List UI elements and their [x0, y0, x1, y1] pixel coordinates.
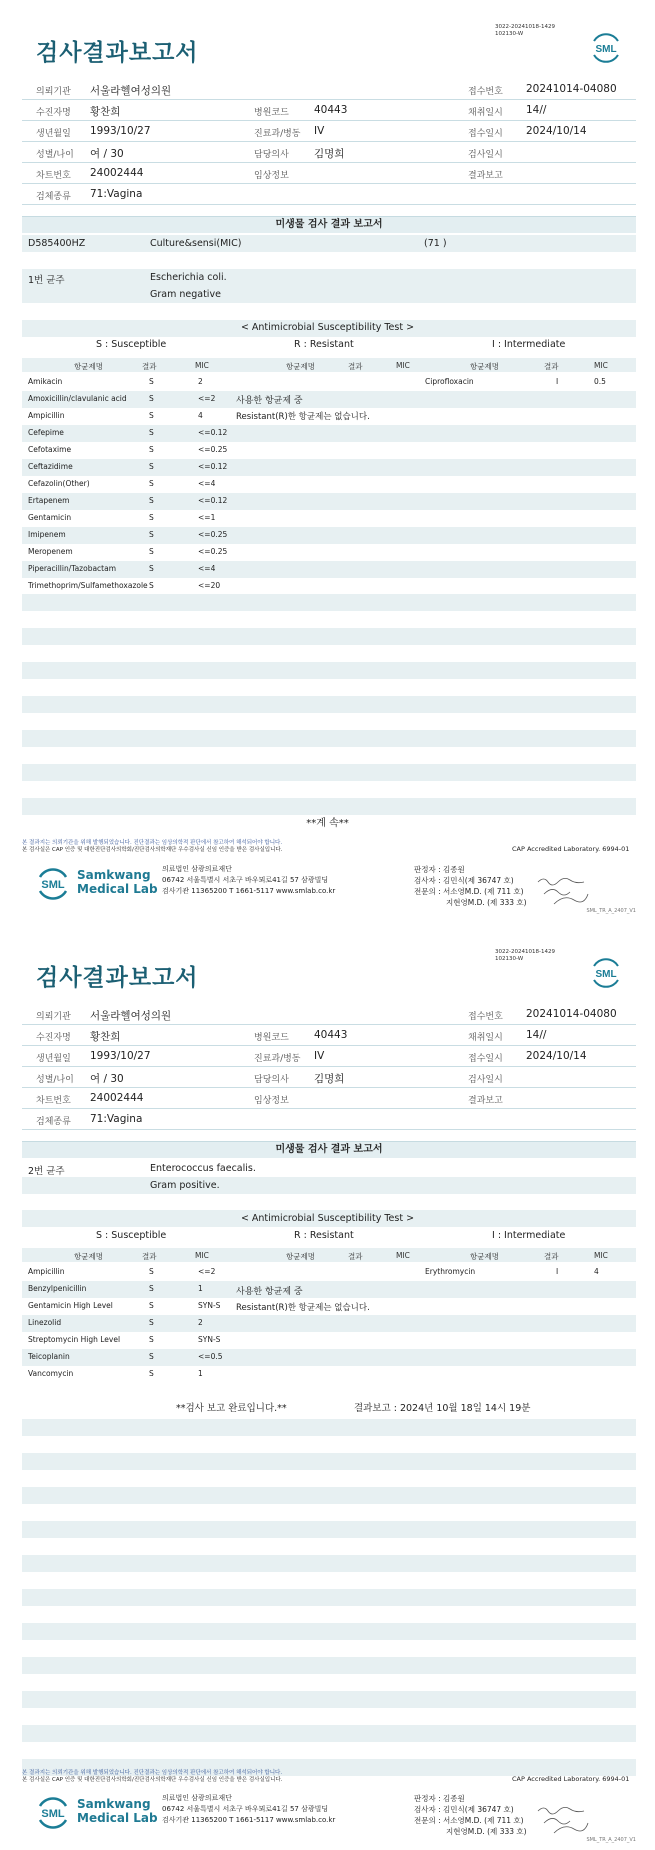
hospital-code-label: 병원코드	[254, 1033, 289, 1043]
drug-result: S	[149, 479, 154, 488]
empty-row-band	[22, 1657, 636, 1674]
empty-row-band	[22, 1691, 636, 1708]
table-row-band	[22, 1349, 636, 1366]
drug-mic: 2	[198, 1318, 203, 1327]
sml-logo-icon	[590, 31, 622, 65]
dept-label: 진료과/병동	[254, 129, 301, 139]
drug-mic: SYN-S	[198, 1301, 221, 1310]
drug-mic: <=1	[198, 513, 216, 522]
signatories: 판정자 : 김종원 검사자 : 김민식(제 36747 호) 전문의 : 서소영M.D. (제 711 호) 지현영M.D. (제 333 호)	[414, 865, 527, 907]
gram-stain: Gram negative	[150, 289, 221, 300]
col-drug: 항균제명	[74, 362, 103, 371]
empty-row-band	[22, 764, 636, 781]
sml-logo-icon	[590, 956, 622, 990]
drug-name: Cefotaxime	[28, 445, 72, 454]
report-title: 검사결과보고서	[36, 965, 199, 991]
drug-result: S	[149, 1284, 154, 1293]
empty-row-band	[22, 1453, 636, 1470]
drug-mic: <=2	[198, 394, 216, 403]
patient-value: 황찬희	[90, 106, 121, 118]
receipt-no-label: 접수번호	[468, 87, 503, 97]
drug-name: Piperacillin/Tazobactam	[28, 564, 117, 573]
company-address: 의료법인 삼광의료재단 06742 서울특별시 서초구 바우뫼로41길 57 삼광빌딩 검사기관 11365200 T 1661-5117 www.smlab.co.kr	[162, 865, 336, 895]
footer	[22, 856, 636, 916]
section-title: 미생물 검사 결과 보고서	[22, 1141, 636, 1158]
col-mic-3: MIC	[594, 361, 608, 370]
collect-date-label: 채취일시	[468, 108, 503, 118]
drug-name: Benzylpenicillin	[28, 1284, 87, 1293]
sex-age-label: 성별/나이	[36, 150, 74, 160]
empty-row-band	[22, 594, 636, 611]
specimen-label: 검체종류	[36, 192, 71, 202]
sml-footer-logo-icon	[36, 866, 70, 902]
drug-name: Streptomycin High Level	[28, 1335, 121, 1344]
receipt-date-value: 2024/10/14	[526, 125, 587, 137]
empty-row-band	[22, 696, 636, 713]
drug-mic: <=0.5	[198, 1352, 223, 1361]
empty-row-band	[22, 1589, 636, 1606]
hospital-code-value: 40443	[314, 1029, 348, 1041]
signature-icon	[534, 874, 594, 910]
col-result-2: 결과	[348, 362, 363, 371]
empty-row-band	[22, 730, 636, 747]
patient-label: 수진자명	[36, 108, 71, 118]
drug-result: S	[149, 411, 154, 420]
organism-name: Escherichia coli.	[150, 272, 227, 283]
patient-label: 수진자명	[36, 1033, 71, 1043]
institution-label: 의뢰기관	[36, 87, 71, 97]
test-code: D585400HZ	[28, 238, 86, 249]
section-title: 미생물 검사 결과 보고서	[22, 216, 636, 233]
resistance-note-2: Resistant(R)한 항균제는 없습니다.	[236, 1303, 370, 1313]
legend-susceptible: S : Susceptible	[96, 339, 167, 350]
report-page-2	[0, 925, 655, 1850]
col-mic: MIC	[195, 361, 209, 370]
drug-result: S	[149, 564, 154, 573]
col-drug-2: 항균제명	[286, 362, 315, 371]
institution-value: 서울라헬여성의원	[90, 1010, 172, 1022]
drug-mic: <=0.25	[198, 530, 228, 539]
drug-name: Meropenem	[28, 547, 73, 556]
footer-notice-2: 본 검사실은 CAP 인증 및 대한진단검사의학회/진단검사의학재단 우수검사실 신임 인증을 받은 검사실입니다.	[22, 1777, 283, 1783]
empty-row-band	[22, 662, 636, 679]
col-mic-2: MIC	[396, 361, 410, 370]
empty-row-band	[22, 1623, 636, 1640]
organism-name: Enterococcus faecalis.	[150, 1163, 256, 1174]
drug-result: S	[149, 1267, 154, 1276]
footer-notice-2: 본 검사실은 CAP 인증 및 대한진단검사의학회/진단검사의학재단 우수검사실 신임 인증을 받은 검사실입니다.	[22, 847, 283, 853]
drug-mic: <=0.12	[198, 496, 228, 505]
empty-row-band	[22, 1419, 636, 1436]
patient-value: 황찬희	[90, 1031, 121, 1043]
drug-result: S	[149, 496, 154, 505]
drug-mic: <=2	[198, 1267, 216, 1276]
drug-name: Ampicillin	[28, 1267, 65, 1276]
form-code: SML_TR_A_2407_V1	[586, 1837, 636, 1843]
company-name: Samkwang Medical Lab	[77, 1797, 158, 1825]
result-report-label: 결과보고	[468, 171, 503, 181]
right-drug-name: Ciprofloxacin	[425, 377, 474, 386]
cap-accreditation: CAP Accredited Laboratory. 6994-01	[512, 1775, 630, 1783]
doctor-value: 김명희	[314, 148, 345, 160]
legend-intermediate: I : Intermediate	[492, 339, 566, 350]
drug-name: Teicoplanin	[28, 1352, 70, 1361]
table-row-band	[22, 425, 636, 442]
footer-notice-1: 본 결과지는 의뢰기관을 위해 발행되었습니다. 진단결과는 임상의학적 판단에서 참고하여 해석되어야 합니다.	[22, 840, 283, 846]
drug-result: S	[149, 1352, 154, 1361]
empty-row-band	[22, 798, 636, 815]
table-row-band	[22, 493, 636, 510]
col-mic-3: MIC	[594, 1251, 608, 1260]
empty-row-band	[22, 628, 636, 645]
drug-result: S	[149, 581, 154, 590]
col-drug-2: 항균제명	[286, 1252, 315, 1261]
dept-value: IV	[314, 125, 325, 137]
organism-label: 2번 균주	[28, 1166, 65, 1177]
drug-result: S	[149, 445, 154, 454]
specimen-label: 검체종류	[36, 1117, 71, 1127]
drug-result: S	[149, 530, 154, 539]
dob-value: 1993/10/27	[90, 125, 151, 137]
drug-mic: <=0.25	[198, 445, 228, 454]
drug-result: S	[149, 1301, 154, 1310]
document-id: 3022-20241018-1429 102130-W	[495, 24, 555, 37]
table-row-band	[22, 459, 636, 476]
legend-intermediate: I : Intermediate	[492, 1230, 566, 1241]
resistance-note-1: 사용한 항균제 중	[236, 1287, 303, 1297]
drug-name: Amoxicillin/clavulanic acid	[28, 394, 127, 403]
continued-marker: **계 속**	[306, 818, 349, 829]
drug-result: S	[149, 547, 154, 556]
legend-susceptible: S : Susceptible	[96, 1230, 167, 1241]
specimen-value: 71:Vagina	[90, 188, 143, 200]
collect-date-value: 14//	[526, 1029, 547, 1041]
drug-mic: 1	[198, 1284, 203, 1293]
dob-label: 생년월일	[36, 1054, 71, 1064]
chart-value: 24002444	[90, 1092, 144, 1104]
doctor-value: 김명희	[314, 1073, 345, 1085]
company-address: 의료법인 삼광의료재단 06742 서울특별시 서초구 바우뫼로41길 57 삼광빌딩 검사기관 11365200 T 1661-5117 www.smlab.co.kr	[162, 1794, 336, 1824]
drug-result: S	[149, 428, 154, 437]
table-row-band	[22, 527, 636, 544]
col-result-3: 결과	[544, 1252, 559, 1261]
right-drug-mic: 4	[594, 1267, 599, 1276]
doctor-label: 담당의사	[254, 150, 289, 160]
drug-mic: <=4	[198, 479, 216, 488]
footer-notice-1: 본 결과지는 의뢰기관을 위해 발행되었습니다. 진단결과는 임상의학적 판단에서 참고하여 해석되어야 합니다.	[22, 1770, 283, 1776]
table-row-band	[22, 1315, 636, 1332]
chart-label: 차트번호	[36, 171, 71, 181]
hospital-code-value: 40443	[314, 104, 348, 116]
col-drug-3: 항균제명	[470, 1252, 499, 1261]
receipt-date-label: 접수일시	[468, 129, 503, 139]
report-title: 검사결과보고서	[36, 40, 199, 66]
receipt-date-value: 2024/10/14	[526, 1050, 587, 1062]
legend-resistant: R : Resistant	[294, 339, 354, 350]
institution-label: 의뢰기관	[36, 1012, 71, 1022]
test-ref: (71 )	[424, 238, 447, 249]
report-time: 결과보고 : 2024년 10월 18일 14시 19분	[354, 1403, 531, 1414]
dept-value: IV	[314, 1050, 325, 1062]
right-drug-result: I	[556, 1267, 559, 1276]
sex-age-value: 여 / 30	[90, 1073, 124, 1085]
drug-name: Linezolid	[28, 1318, 62, 1327]
resistance-note-2: Resistant(R)한 항균제는 없습니다.	[236, 412, 370, 422]
col-result-2: 결과	[348, 1252, 363, 1261]
drug-mic: <=0.12	[198, 462, 228, 471]
drug-name: Cefazolin(Other)	[28, 479, 90, 488]
dob-label: 생년월일	[36, 129, 71, 139]
drug-name: Gentamicin	[28, 513, 72, 522]
svg-text:SML: SML	[41, 1808, 65, 1820]
col-result-3: 결과	[544, 362, 559, 371]
drug-mic: <=4	[198, 564, 216, 573]
col-drug: 항균제명	[74, 1252, 103, 1261]
ast-title: < Antimicrobial Susceptibility Test >	[240, 1213, 415, 1224]
drug-mic: <=20	[198, 581, 221, 590]
drug-name: Gentamicin High Level	[28, 1301, 113, 1310]
signature-icon	[534, 1803, 594, 1839]
hospital-code-label: 병원코드	[254, 108, 289, 118]
receipt-no-label: 접수번호	[468, 1012, 503, 1022]
empty-row-band	[22, 1555, 636, 1572]
specimen-value: 71:Vagina	[90, 1113, 143, 1125]
empty-row-band	[22, 1521, 636, 1538]
table-row-band	[22, 1281, 636, 1298]
dob-value: 1993/10/27	[90, 1050, 151, 1062]
drug-mic: <=0.12	[198, 428, 228, 437]
svg-text:SML: SML	[595, 44, 617, 55]
drug-result: S	[149, 377, 154, 386]
col-result: 결과	[142, 1252, 157, 1261]
col-mic: MIC	[195, 1251, 209, 1260]
clinical-label: 임상정보	[254, 171, 289, 181]
svg-text:SML: SML	[41, 879, 65, 891]
sex-age-label: 성별/나이	[36, 1075, 74, 1085]
sex-age-value: 여 / 30	[90, 148, 124, 160]
drug-name: Ertapenem	[28, 496, 70, 505]
drug-name: Vancomycin	[28, 1369, 74, 1378]
empty-row-band	[22, 1487, 636, 1504]
col-result: 결과	[142, 362, 157, 371]
gram-stain: Gram positive.	[150, 1180, 220, 1191]
drug-result: S	[149, 1369, 154, 1378]
institution-value: 서울라헬여성의원	[90, 85, 172, 97]
receipt-no-value: 20241014-04080	[526, 1008, 617, 1020]
ast-title: < Antimicrobial Susceptibility Test >	[240, 322, 415, 333]
drug-name: Ceftazidime	[28, 462, 73, 471]
drug-name: Trimethoprim/Sulfamethoxazole	[28, 581, 148, 590]
col-mic-2: MIC	[396, 1251, 410, 1260]
drug-name: Amikacin	[28, 377, 63, 386]
receipt-no-value: 20241014-04080	[526, 83, 617, 95]
exam-date-label: 검사일시	[468, 1075, 503, 1085]
dept-label: 진료과/병동	[254, 1054, 301, 1064]
drug-result: S	[149, 513, 154, 522]
test-name: Culture&sensi(MIC)	[150, 238, 242, 249]
drug-result: S	[149, 1335, 154, 1344]
document-id: 3022-20241018-1429 102130-W	[495, 949, 555, 962]
drug-result: S	[149, 394, 154, 403]
drug-result: S	[149, 1318, 154, 1327]
clinical-label: 임상정보	[254, 1096, 289, 1106]
drug-mic: 1	[198, 1369, 203, 1378]
form-code: SML_TR_A_2407_V1	[586, 908, 636, 914]
exam-date-label: 검사일시	[468, 150, 503, 160]
col-drug-3: 항균제명	[470, 362, 499, 371]
doctor-label: 담당의사	[254, 1075, 289, 1085]
drug-name: Ampicillin	[28, 411, 65, 420]
drug-mic: 4	[198, 411, 203, 420]
collect-date-value: 14//	[526, 104, 547, 116]
sml-footer-logo-icon	[36, 1795, 70, 1831]
drug-mic: <=0.25	[198, 547, 228, 556]
right-drug-name: Erythromycin	[425, 1267, 476, 1276]
drug-mic: 2	[198, 377, 203, 386]
footer	[22, 1785, 636, 1845]
legend-resistant: R : Resistant	[294, 1230, 354, 1241]
company-name: Samkwang Medical Lab	[77, 868, 158, 896]
collect-date-label: 채취일시	[468, 1033, 503, 1043]
drug-name: Cefepime	[28, 428, 64, 437]
svg-text:SML: SML	[595, 969, 617, 980]
receipt-date-label: 접수일시	[468, 1054, 503, 1064]
drug-mic: SYN-S	[198, 1335, 221, 1344]
organism-label: 1번 균주	[28, 275, 65, 286]
cap-accreditation: CAP Accredited Laboratory. 6994-01	[512, 845, 630, 853]
empty-row-band	[22, 1725, 636, 1742]
result-report-label: 결과보고	[468, 1096, 503, 1106]
right-drug-mic: 0.5	[594, 377, 606, 386]
right-drug-result: I	[556, 377, 559, 386]
drug-result: S	[149, 462, 154, 471]
resistance-note-1: 사용한 항균제 중	[236, 396, 303, 406]
signatories: 판정자 : 김종원 검사자 : 김민식(제 36747 호) 전문의 : 서소영M.D. (제 711 호) 지현영M.D. (제 333 호)	[414, 1794, 527, 1836]
drug-name: Imipenem	[28, 530, 66, 539]
report-complete: **검사 보고 완료입니다.**	[176, 1403, 287, 1414]
chart-value: 24002444	[90, 167, 144, 179]
chart-label: 차트번호	[36, 1096, 71, 1106]
